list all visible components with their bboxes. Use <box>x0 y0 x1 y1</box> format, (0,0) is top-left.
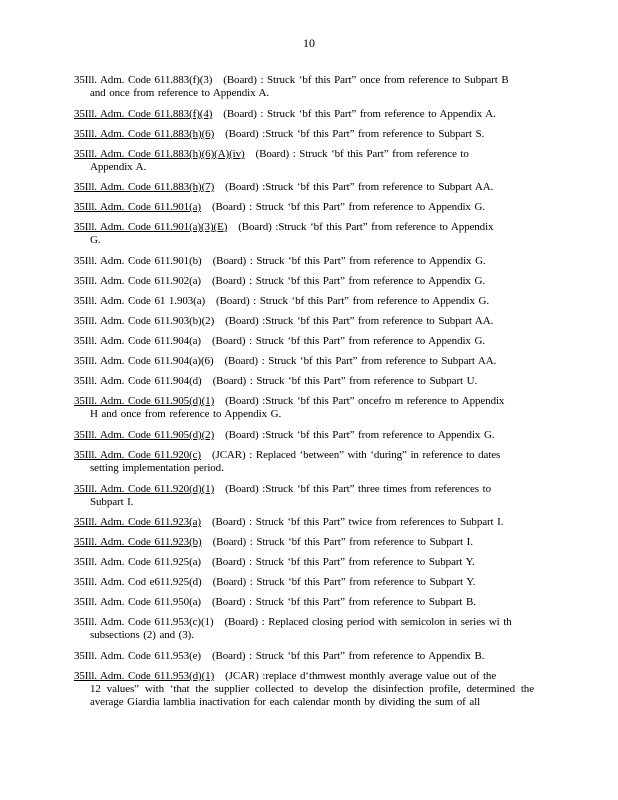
entry-citation: 35Ill. Adm. Code 611.903(b)(2) <box>74 315 215 327</box>
entry-continuation: and once from reference to Appendix A. <box>90 87 270 99</box>
entry-continuation: H and once from reference to Appendix G. <box>90 408 282 420</box>
entry <box>74 315 534 328</box>
entry-citation: 35Ill. Adm. Code 611.923(a) <box>74 516 201 528</box>
entry-text: (Board) : Struck ‘bf this Part” once from reference to Subpart B <box>223 74 509 86</box>
entry-citation: 35Ill. Adm. Code 611.923(b) <box>74 536 202 548</box>
entry-text: (Board) : Struck ‘bf this Part” from reference to Appendix G. <box>211 335 485 347</box>
entry-citation: 35Ill. Adm. Code 61 1.903(a) <box>74 295 206 307</box>
entry <box>74 395 534 421</box>
entry-citation: 35Ill. Adm. Code 611.901(b) <box>74 255 202 267</box>
entry-continuation: setting implementation period. <box>90 462 224 474</box>
entry-citation: 35Ill. Adm. Code 611.904(d) <box>74 375 202 387</box>
entry <box>74 556 534 569</box>
entry-text: (Board) : Struck ‘bf this Part” from reference to Appendix G. <box>211 275 485 287</box>
entry-text: (Board) : Struck ‘bf this Part” from reference to Subpart Y. <box>211 556 475 568</box>
entry-citation: 35Ill. Adm. Code 611.953(d)(1) <box>74 670 215 682</box>
entry-citation: 35Ill. Adm. Code 611.902(a) <box>74 275 201 287</box>
page-number: 10 <box>303 36 315 50</box>
entry-citation: 35Ill. Adm. Code 611.920(c) <box>74 449 201 461</box>
entry-text: (Board) :Struck ‘bf this Part” from reference to Subpart AA. <box>225 315 494 327</box>
entry <box>74 221 534 247</box>
entry-text: (Board) : Struck ‘bf this Part” from reference to Appendix G. <box>216 295 490 307</box>
entry-text: (Board) :Struck ‘bf this Part” from reference to Subpart S. <box>225 128 485 140</box>
entry-continuation: Subpart I. <box>90 496 134 508</box>
entry <box>74 576 534 589</box>
entry-text: (Board) :Struck ‘bf this Part” three times from references to <box>225 483 491 495</box>
entry-citation: 35Ill. Adm. Code 611.901(a)(3)(E) <box>74 221 228 233</box>
entry-continuation: G. <box>90 234 101 246</box>
entry <box>74 449 534 475</box>
entry <box>74 616 534 642</box>
entry-citation: 35Ill. Adm. Code 611.883(h)(7) <box>74 181 215 193</box>
entry-text: (Board) :Struck ‘bf this Part” from reference to Subpart AA. <box>225 181 494 193</box>
entry-citation: 35Ill. Adm. Code 611.883(h)(6)(A)(iv) <box>74 148 245 160</box>
entry <box>74 255 534 268</box>
entry <box>74 355 534 368</box>
entry-text: (Board) : Struck ‘bf this Part” from reference to <box>255 148 469 160</box>
entry-text: (JCAR) : Replaced ‘between” with ‘during” in reference to dates <box>211 449 501 461</box>
entry-citation: 35Ill. Adm. Code 611.883(f)(3) <box>74 74 213 86</box>
entry-citation: 35Ill. Adm. Code 611.953(c)(1) <box>74 616 214 628</box>
entry-citation: 35Ill. Adm. Code 611.920(d)(1) <box>74 483 215 495</box>
entry-citation: 35Ill. Adm. Code 611.950(a) <box>74 596 201 608</box>
entry <box>74 483 534 509</box>
entry-text: (Board) :Struck ‘bf this Part” oncefro m reference to Appendix <box>225 395 505 407</box>
entry <box>74 650 534 663</box>
entry-text: (JCAR) :replace d‘thmwest monthly average value out of the <box>225 670 497 682</box>
entry-text: (Board) : Struck ‘bf this Part” from reference to Appendix A. <box>223 108 496 120</box>
entry-text: (Board) : Struck ‘bf this Part” from reference to Appendix B. <box>211 650 485 662</box>
entry-text: (Board) : Struck ‘bf this Part” from reference to Subpart B. <box>211 596 476 608</box>
entry <box>74 74 534 100</box>
entry-text: (Board) : Replaced closing period with semicolon in series wi th <box>224 616 512 628</box>
entry-citation: 35Ill. Adm. Code 611.901(a) <box>74 201 201 213</box>
entry-citation: 35Ill. Adm. Code 611.925(a) <box>74 556 201 568</box>
entry-continuation: Appendix A. <box>90 161 147 173</box>
entry-text: (Board) : Struck ‘bf this Part” from reference to Appendix G. <box>211 201 485 213</box>
entry-text: (Board) : Struck ‘bf this Part” from reference to Subpart AA. <box>224 355 497 367</box>
entry-continuation: 12 values” with ‘that the supplier collected to develop the disinfection profile, determined the average Giardia lamblia inactivation for each calendar month by dividing the sum of all <box>90 683 534 708</box>
entry <box>74 516 534 529</box>
entry <box>74 429 534 442</box>
entry <box>74 128 534 141</box>
entry-text: (Board) : Struck ‘bf this Part” from reference to Subpart U. <box>212 375 478 387</box>
entry-citation: 35Ill. Adm. Code 611.904(a) <box>74 335 201 347</box>
entry <box>74 375 534 388</box>
entry-text: (Board) : Struck ‘bf this Part” from reference to Appendix G. <box>212 255 486 267</box>
entry <box>74 335 534 348</box>
entry <box>74 596 534 609</box>
entry-text: (Board) : Struck ‘bf this Part” twice from references to Subpart I. <box>211 516 504 528</box>
entry <box>74 275 534 288</box>
entry-text: (Board) :Struck ‘bf this Part” from reference to Appendix G. <box>225 429 495 441</box>
entry-text: (Board) : Struck ‘bf this Part” from reference to Subpart I. <box>212 536 473 548</box>
entry-continuation: subsections (2) and (3). <box>90 629 194 641</box>
entry-citation: 35Ill. Adm. Code 611.904(a)(6) <box>74 355 214 367</box>
entry-citation: 35Ill. Adm. Code 611.905(d)(1) <box>74 395 215 407</box>
entry <box>74 148 534 174</box>
entry-citation: 35Ill. Adm. Code 611.905(d)(2) <box>74 429 215 441</box>
entry <box>74 536 534 549</box>
entry-citation: 35Ill. Adm. Code 611.883(h)(6) <box>74 128 215 140</box>
entry <box>74 108 534 121</box>
entry-citation: 35Ill. Adm. Cod e611.925(d) <box>74 576 202 588</box>
entry <box>74 295 534 308</box>
entry <box>74 670 534 709</box>
entry-citation: 35Ill. Adm. Code 611.883(f)(4) <box>74 108 213 120</box>
entry-text: (Board) :Struck ‘bf this Part” from reference to Appendix <box>238 221 494 233</box>
entry-text: (Board) : Struck ‘bf this Part” from reference to Subpart Y. <box>212 576 476 588</box>
entry <box>74 201 534 214</box>
entry <box>74 181 534 194</box>
entry-citation: 35Ill. Adm. Code 611.953(e) <box>74 650 201 662</box>
